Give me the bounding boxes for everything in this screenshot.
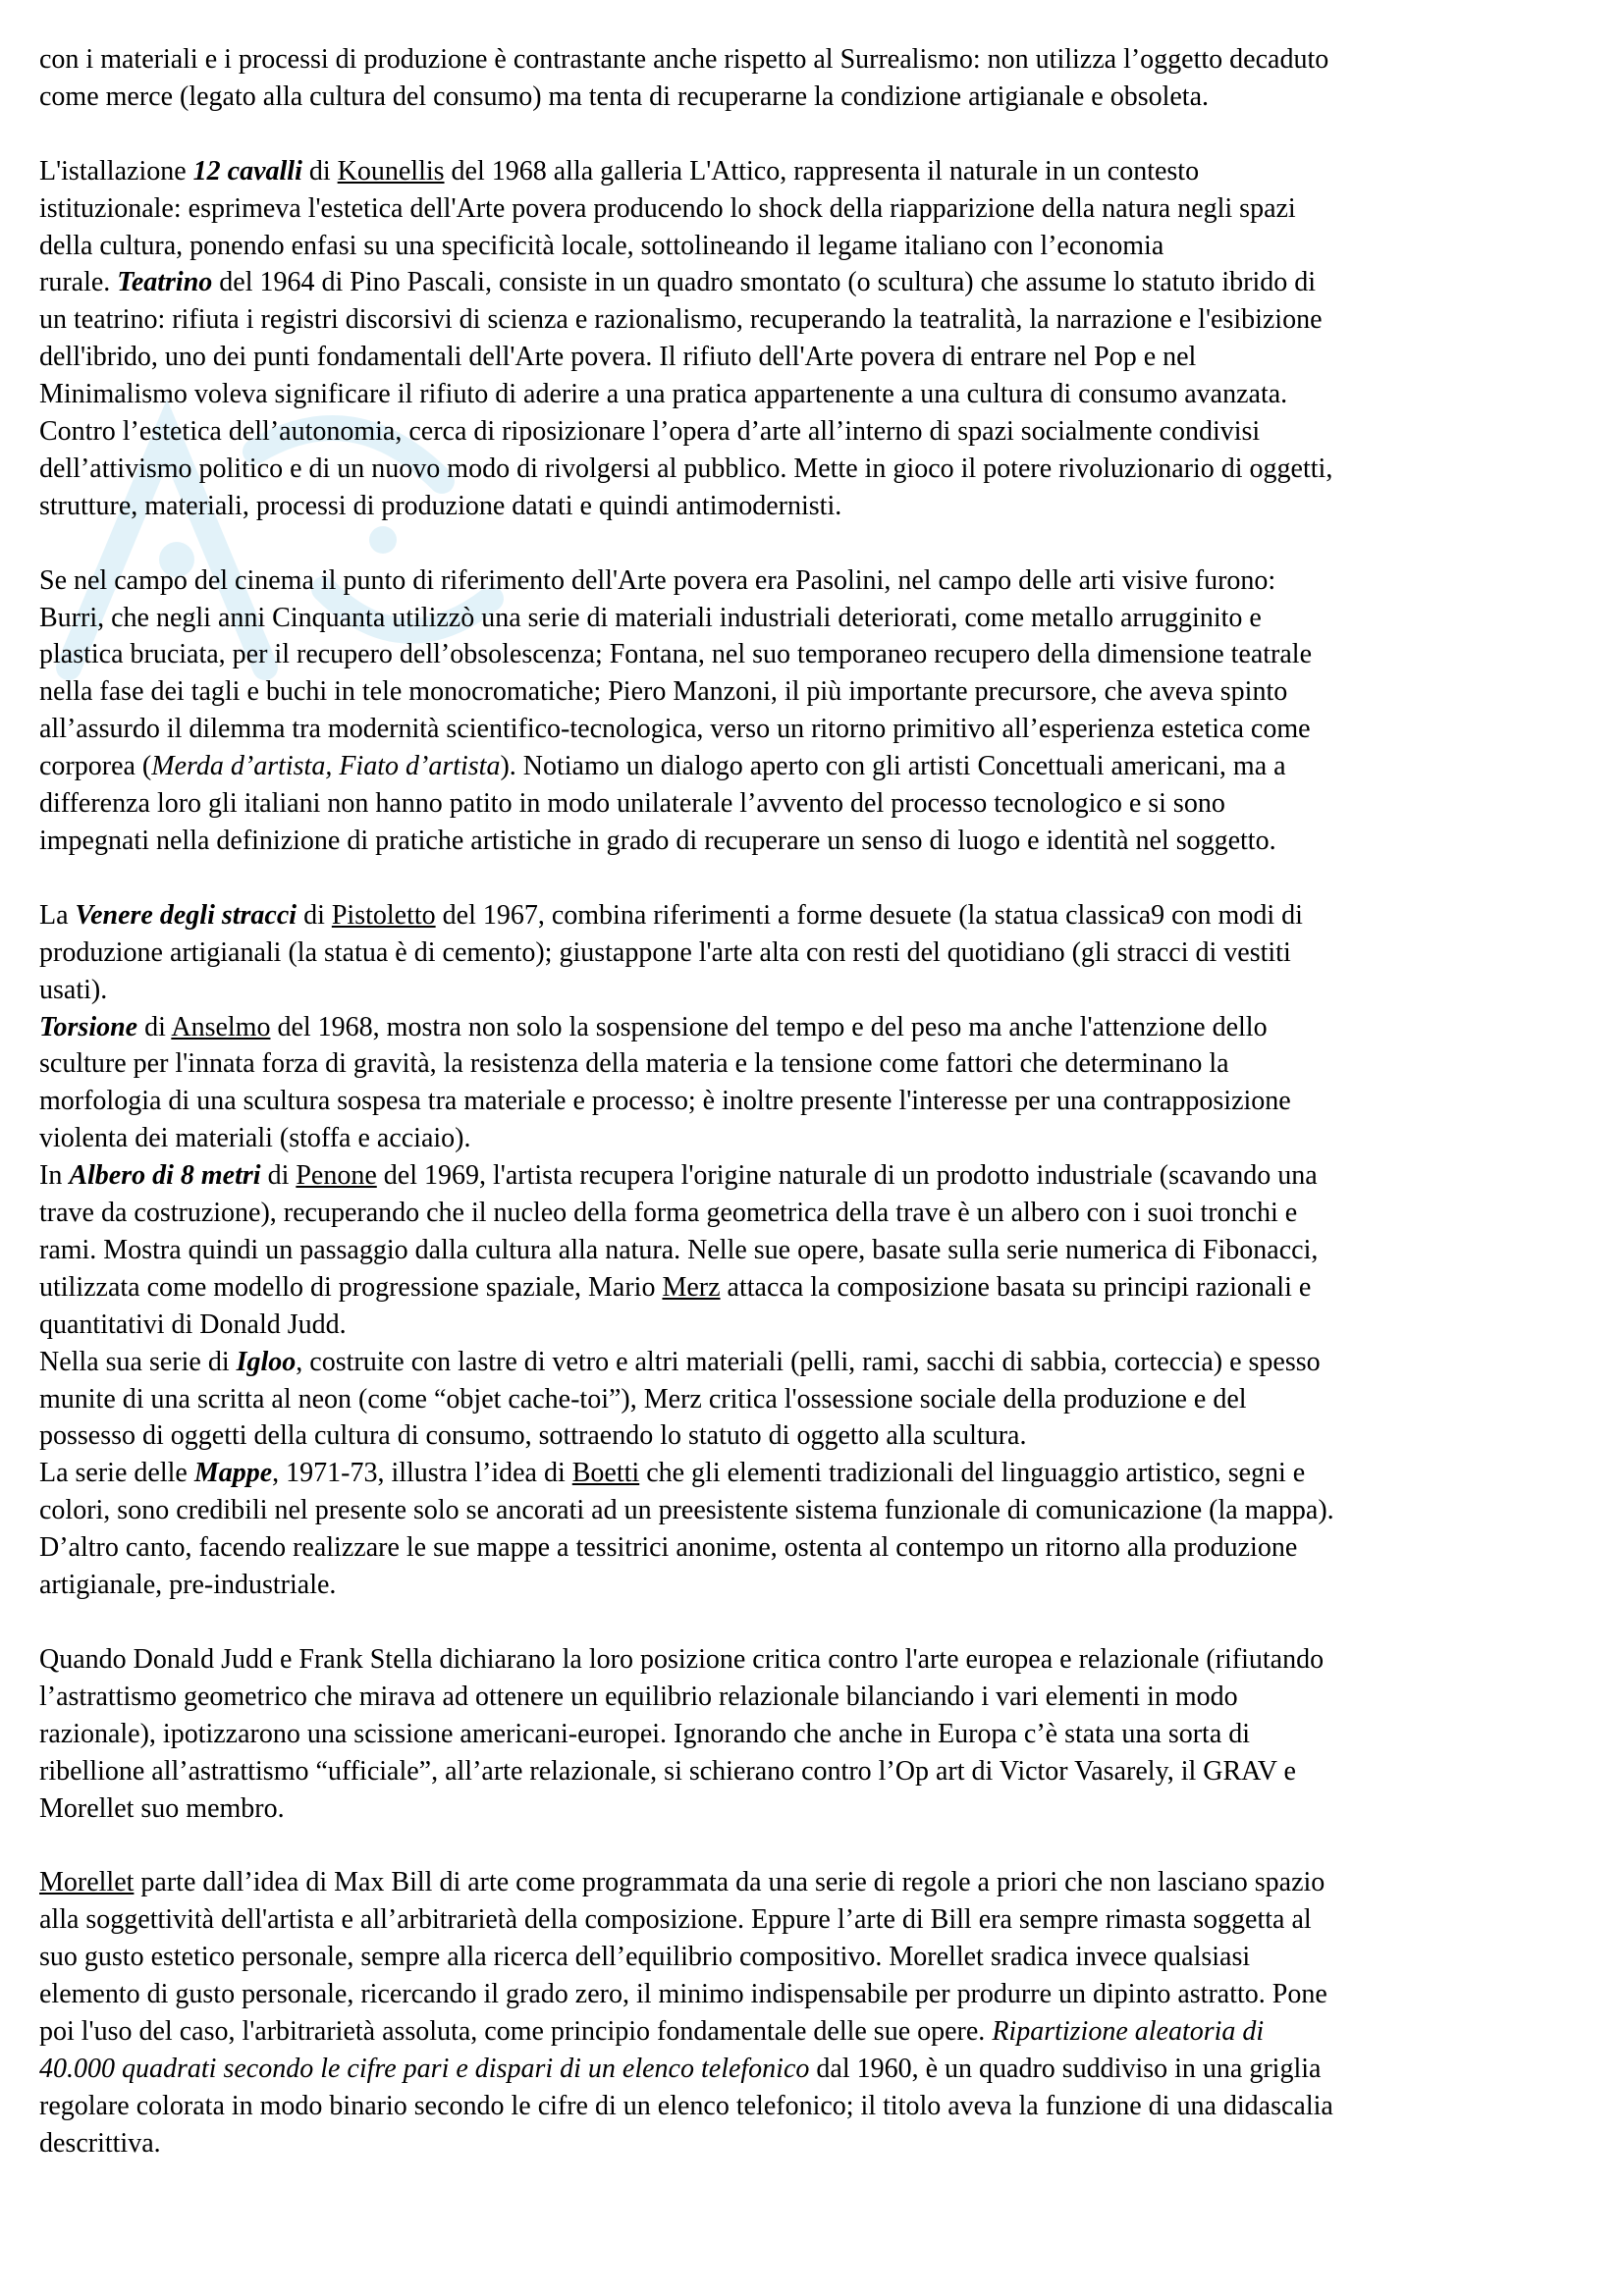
artwork-title: 12 cavalli bbox=[192, 155, 302, 187]
text-run: Quando Donald Judd e Frank Stella dichiarano la loro posizione critica contro l'arte europea e relazionale (rifiutando bbox=[39, 1643, 1325, 1675]
text-run: In bbox=[39, 1160, 70, 1192]
paragraph-gap bbox=[39, 116, 1591, 153]
text-line bbox=[39, 785, 1591, 823]
artwork-title: Ripartizione aleatoria di bbox=[992, 2015, 1265, 2047]
paragraph bbox=[39, 562, 1591, 860]
text-run: del 1964 di Pino Pascali, consiste in un quadro smontato (o scultura) che assume lo statuto ibrido di bbox=[212, 267, 1317, 298]
text-run: alla soggettività dell'artista e all’arbitrarietà della composizione. Eppure l’arte di Bill era sempre rimasta soggetta al bbox=[39, 1904, 1312, 1936]
text-run: utilizzata come modello di progressione spaziale, Mario bbox=[39, 1271, 663, 1303]
text-line bbox=[39, 264, 1591, 301]
text-run: usati). bbox=[39, 974, 108, 1005]
text-run: razionale), ipotizzarono una scissione americani-europei. Ignorando che anche in Europa c’è stata una sorta di bbox=[39, 1718, 1251, 1749]
text-line bbox=[39, 1679, 1591, 1716]
text-run: Burri, che negli anni Cinquanta utilizzò una serie di materiali industriali deteriorati, come metallo arrugginito e bbox=[39, 602, 1262, 633]
text-run: che gli elementi tradizionali del linguaggio artistico, segni e bbox=[639, 1458, 1306, 1489]
text-line bbox=[39, 1753, 1591, 1790]
artwork-title: Merda d’artista, Fiato d’artista bbox=[151, 751, 501, 782]
text-run: regolare colorata in modo binario secondo le cifre di un elenco telefonico; il titolo aveva la funzione di una didascalia bbox=[39, 2090, 1333, 2121]
text-line bbox=[39, 41, 1591, 79]
text-line bbox=[39, 228, 1591, 265]
text-line bbox=[39, 1492, 1591, 1529]
text-run: di bbox=[301, 155, 338, 187]
artist-name: Merz bbox=[662, 1271, 721, 1303]
text-run: colori, sono credibili nel presente solo se ancorati ad un preesistente sistema funzionale di comunicazione (la mappa). bbox=[39, 1495, 1334, 1526]
text-line bbox=[39, 1157, 1591, 1195]
text-run: un teatrino: rifiuta i registri discorsivi di scienza e razionalismo, recuperando la teatralità, la narrazione e l'esibizione bbox=[39, 304, 1323, 336]
text-run: del 1967, combina riferimenti a forme desuete (la statua classica9 con modi di bbox=[435, 899, 1303, 931]
text-run: poi l'uso del caso, l'arbitrarietà assoluta, come principio fondamentale delle sue opere. bbox=[39, 2015, 993, 2047]
text-run: descrittiva. bbox=[39, 2127, 161, 2159]
artwork-title: Torsione bbox=[39, 1011, 138, 1042]
text-line bbox=[39, 1790, 1591, 1828]
text-run: La bbox=[39, 899, 76, 931]
text-line bbox=[39, 339, 1591, 376]
text-run: elemento di gusto personale, ricercando il grado zero, il minimo indispensabile per produrre un dipinto astratto. Pone bbox=[39, 1979, 1327, 2010]
text-run: violenta dei materiali (stoffa e acciaio). bbox=[39, 1123, 471, 1154]
text-line bbox=[39, 153, 1591, 190]
text-run: Se nel campo del cinema il punto di riferimento dell'Arte povera era Pasolini, nel campo delle arti visive furono: bbox=[39, 564, 1276, 596]
text-run: differenza loro gli italiani non hanno patito in modo unilaterale l’avvento del processo tecnologico e si sono bbox=[39, 788, 1225, 820]
text-line bbox=[39, 1939, 1591, 1976]
text-run: suo gusto estetico personale, sempre alla ricerca dell’equilibrio compositivo. Morellet sradica invece qualsiasi bbox=[39, 1942, 1251, 1973]
artwork-title: Mappe bbox=[193, 1458, 273, 1489]
text-line bbox=[39, 1120, 1591, 1157]
text-line bbox=[39, 190, 1591, 228]
text-run: quantitativi di Donald Judd. bbox=[39, 1308, 347, 1340]
paragraph bbox=[39, 153, 1591, 525]
paragraph-gap bbox=[39, 525, 1591, 562]
text-line bbox=[39, 376, 1591, 413]
text-run: istituzionale: esprimeva l'estetica dell'Arte povera producendo lo shock della riapparizione della natura negli spazi bbox=[39, 192, 1296, 224]
text-run: di bbox=[297, 899, 332, 931]
text-run: della cultura, ponendo enfasi su una specificità locale, sottolineando il legame italiano con l’economia bbox=[39, 230, 1164, 261]
artwork-title: Teatrino bbox=[117, 267, 213, 298]
text-run: L'istallazione bbox=[39, 155, 193, 187]
text-line bbox=[39, 972, 1591, 1009]
text-run: strutture, materiali, processi di produzione datati e quindi antimodernisti. bbox=[39, 490, 842, 521]
artist-name: Penone bbox=[296, 1160, 377, 1192]
text-line bbox=[39, 1976, 1591, 2013]
paragraph-gap bbox=[39, 860, 1591, 897]
text-run: plastica bruciata, per il recupero dell’obsolescenza; Fontana, nel suo temporaneo recupero della dimensione teatrale bbox=[39, 639, 1313, 670]
text-line bbox=[39, 1232, 1591, 1269]
artist-name: Morellet bbox=[39, 1867, 135, 1898]
artist-name: Anselmo bbox=[171, 1011, 271, 1042]
text-run: Morellet suo membro. bbox=[39, 1792, 285, 1824]
text-line bbox=[39, 301, 1591, 339]
text-run: dal 1960, è un quadro suddiviso in una griglia bbox=[809, 2053, 1322, 2084]
text-line bbox=[39, 748, 1591, 785]
text-run: come merce (legato alla cultura del consumo) ma tenta di recuperarne la condizione artigianale e obsoleta. bbox=[39, 80, 1209, 112]
text-run: corporea ( bbox=[39, 751, 152, 782]
text-run: attacca la composizione basata su principi razionali e bbox=[720, 1271, 1312, 1303]
text-line bbox=[39, 1529, 1591, 1567]
text-line bbox=[39, 934, 1591, 972]
text-line bbox=[39, 1083, 1591, 1120]
artwork-title: 40.000 quadrati secondo le cifre pari e dispari di un elenco telefonico bbox=[39, 2053, 810, 2084]
paragraph-gap bbox=[39, 1604, 1591, 1641]
text-line bbox=[39, 1195, 1591, 1232]
text-run: parte dall’idea di Max Bill di arte come programmata da una serie di regole a priori che non lasciano spazio bbox=[134, 1867, 1325, 1898]
text-line bbox=[39, 1567, 1591, 1604]
artwork-title: Venere degli stracci bbox=[75, 899, 298, 931]
text-run: , costruite con lastre di vetro e altri materiali (pelli, rami, sacchi di sabbia, corteccia) e spesso bbox=[296, 1346, 1321, 1377]
artwork-title: Igloo bbox=[236, 1346, 297, 1377]
text-line bbox=[39, 562, 1591, 600]
text-run: rurale. bbox=[39, 267, 118, 298]
text-run: del 1969, l'artista recupera l'origine naturale di un prodotto industriale (scavando una bbox=[376, 1160, 1318, 1192]
text-line bbox=[39, 2125, 1591, 2163]
text-line bbox=[39, 413, 1591, 451]
text-run: ). Notiamo un dialogo aperto con gli artisti Concettuali americani, ma a bbox=[500, 751, 1286, 782]
text-run: di bbox=[137, 1011, 172, 1042]
document-body bbox=[39, 41, 1591, 2163]
text-run: ribellione all’astrattismo “ufficiale”, all’arte relazionale, si schierano contro l’Op art di Victor Vasarely, il GRAV e bbox=[39, 1755, 1296, 1787]
text-line bbox=[39, 1344, 1591, 1381]
artist-name: Pistoletto bbox=[331, 899, 436, 931]
text-line bbox=[39, 2013, 1591, 2051]
text-line bbox=[39, 1455, 1591, 1492]
paragraph-gap bbox=[39, 1827, 1591, 1864]
text-line bbox=[39, 1901, 1591, 1939]
text-run: possesso di oggetti della cultura di consumo, sottraendo lo statuto di oggetto alla scultura. bbox=[39, 1420, 1027, 1452]
text-line bbox=[39, 673, 1591, 711]
text-run: sculture per l'innata forza di gravità, la resistenza della materia e la tensione come fattori che determinano la bbox=[39, 1048, 1229, 1080]
text-run: , 1971-73, illustra l’idea di bbox=[272, 1458, 572, 1489]
text-line bbox=[39, 1269, 1591, 1307]
text-run: l’astrattismo geometrico che mirava ad ottenere un equilibrio relazionale bilanciando i vari elementi in modo bbox=[39, 1681, 1238, 1712]
text-run: munite di una scritta al neon (come “objet cache-toi”), Merz critica l'ossessione sociale della produzione e del bbox=[39, 1383, 1247, 1415]
paragraph bbox=[39, 1641, 1591, 1828]
text-line bbox=[39, 897, 1591, 934]
text-line bbox=[39, 451, 1591, 488]
text-run: Nella sua serie di bbox=[39, 1346, 237, 1377]
text-line bbox=[39, 1009, 1591, 1046]
text-run: impegnati nella definizione di pratiche artistiche in grado di recuperare un senso di luogo e identità nel soggetto. bbox=[39, 826, 1276, 856]
text-line bbox=[39, 1864, 1591, 1901]
text-line bbox=[39, 1716, 1591, 1753]
text-line bbox=[39, 1381, 1591, 1418]
artist-name: Kounellis bbox=[337, 155, 445, 187]
text-line bbox=[39, 2051, 1591, 2088]
text-line bbox=[39, 823, 1591, 860]
text-run: all’assurdo il dilemma tra modernità scientifico-tecnologica, verso un ritorno primitivo all’esperienza estetica come bbox=[39, 714, 1311, 745]
text-run: del 1968 alla galleria L'Attico, rappresenta il naturale in un contesto bbox=[444, 155, 1200, 187]
text-run: del 1968, mostra non solo la sospensione del tempo e del peso ma anche l'attenzione dello bbox=[270, 1011, 1268, 1042]
text-line bbox=[39, 2088, 1591, 2125]
paragraph bbox=[39, 41, 1591, 116]
text-line bbox=[39, 1307, 1591, 1344]
text-run: dell'ibrido, uno dei punti fondamentali dell'Arte povera. Il rifiuto dell'Arte povera di entrare nel Pop e nel bbox=[39, 342, 1197, 373]
text-run: morfologia di una scultura sospesa tra materiale e processo; è inoltre presente l'interesse per una contrapposizione bbox=[39, 1086, 1291, 1117]
text-line bbox=[39, 1045, 1591, 1083]
text-run: dell’attivismo politico e di un nuovo modo di rivolgersi al pubblico. Mette in gioco il potere rivoluzionario di oggetti, bbox=[39, 453, 1333, 484]
text-run: La serie delle bbox=[39, 1458, 194, 1489]
text-run: con i materiali e i processi di produzione è contrastante anche rispetto al Surrealismo: non utilizza l’oggetto decaduto bbox=[39, 44, 1329, 75]
text-run: Minimalismo voleva significare il rifiuto di aderire a una pratica appartenente a una cultura di consumo avanzata. bbox=[39, 379, 1288, 410]
paragraph bbox=[39, 1864, 1591, 2162]
text-line bbox=[39, 1641, 1591, 1679]
text-line bbox=[39, 79, 1591, 116]
text-run: di bbox=[260, 1160, 297, 1192]
text-run: trave da costruzione), recuperando che il nucleo della forma geometrica della trave è un albero con i suoi tronchi e bbox=[39, 1198, 1298, 1229]
text-run: rami. Mostra quindi un passaggio dalla cultura alla natura. Nelle sue opere, basate sulla serie numerica di Fibonacci, bbox=[39, 1234, 1319, 1265]
text-line bbox=[39, 600, 1591, 637]
text-line bbox=[39, 636, 1591, 673]
text-run: Contro l’estetica dell’autonomia, cerca di riposizionare l’opera d’arte all’interno di spazi socialmente condivisi bbox=[39, 416, 1261, 448]
text-line bbox=[39, 488, 1591, 525]
paragraph bbox=[39, 897, 1591, 1604]
text-run: artigianale, pre-industriale. bbox=[39, 1570, 337, 1601]
artwork-title: Albero di 8 metri bbox=[69, 1160, 261, 1192]
text-run: produzione artigianali (la statua è di cemento); giustappone l'arte alta con resti del quotidiano (gli stracci di vestiti bbox=[39, 936, 1291, 968]
artist-name: Boetti bbox=[571, 1458, 640, 1489]
text-line bbox=[39, 711, 1591, 748]
text-run: nella fase dei tagli e buchi in tele monocromatiche; Piero Manzoni, il più importante precursore, che aveva spinto bbox=[39, 676, 1288, 708]
text-run: D’altro canto, facendo realizzare le sue mappe a tessitrici anonime, ostenta al contempo un ritorno alla produzione bbox=[39, 1532, 1298, 1564]
text-line bbox=[39, 1417, 1591, 1455]
